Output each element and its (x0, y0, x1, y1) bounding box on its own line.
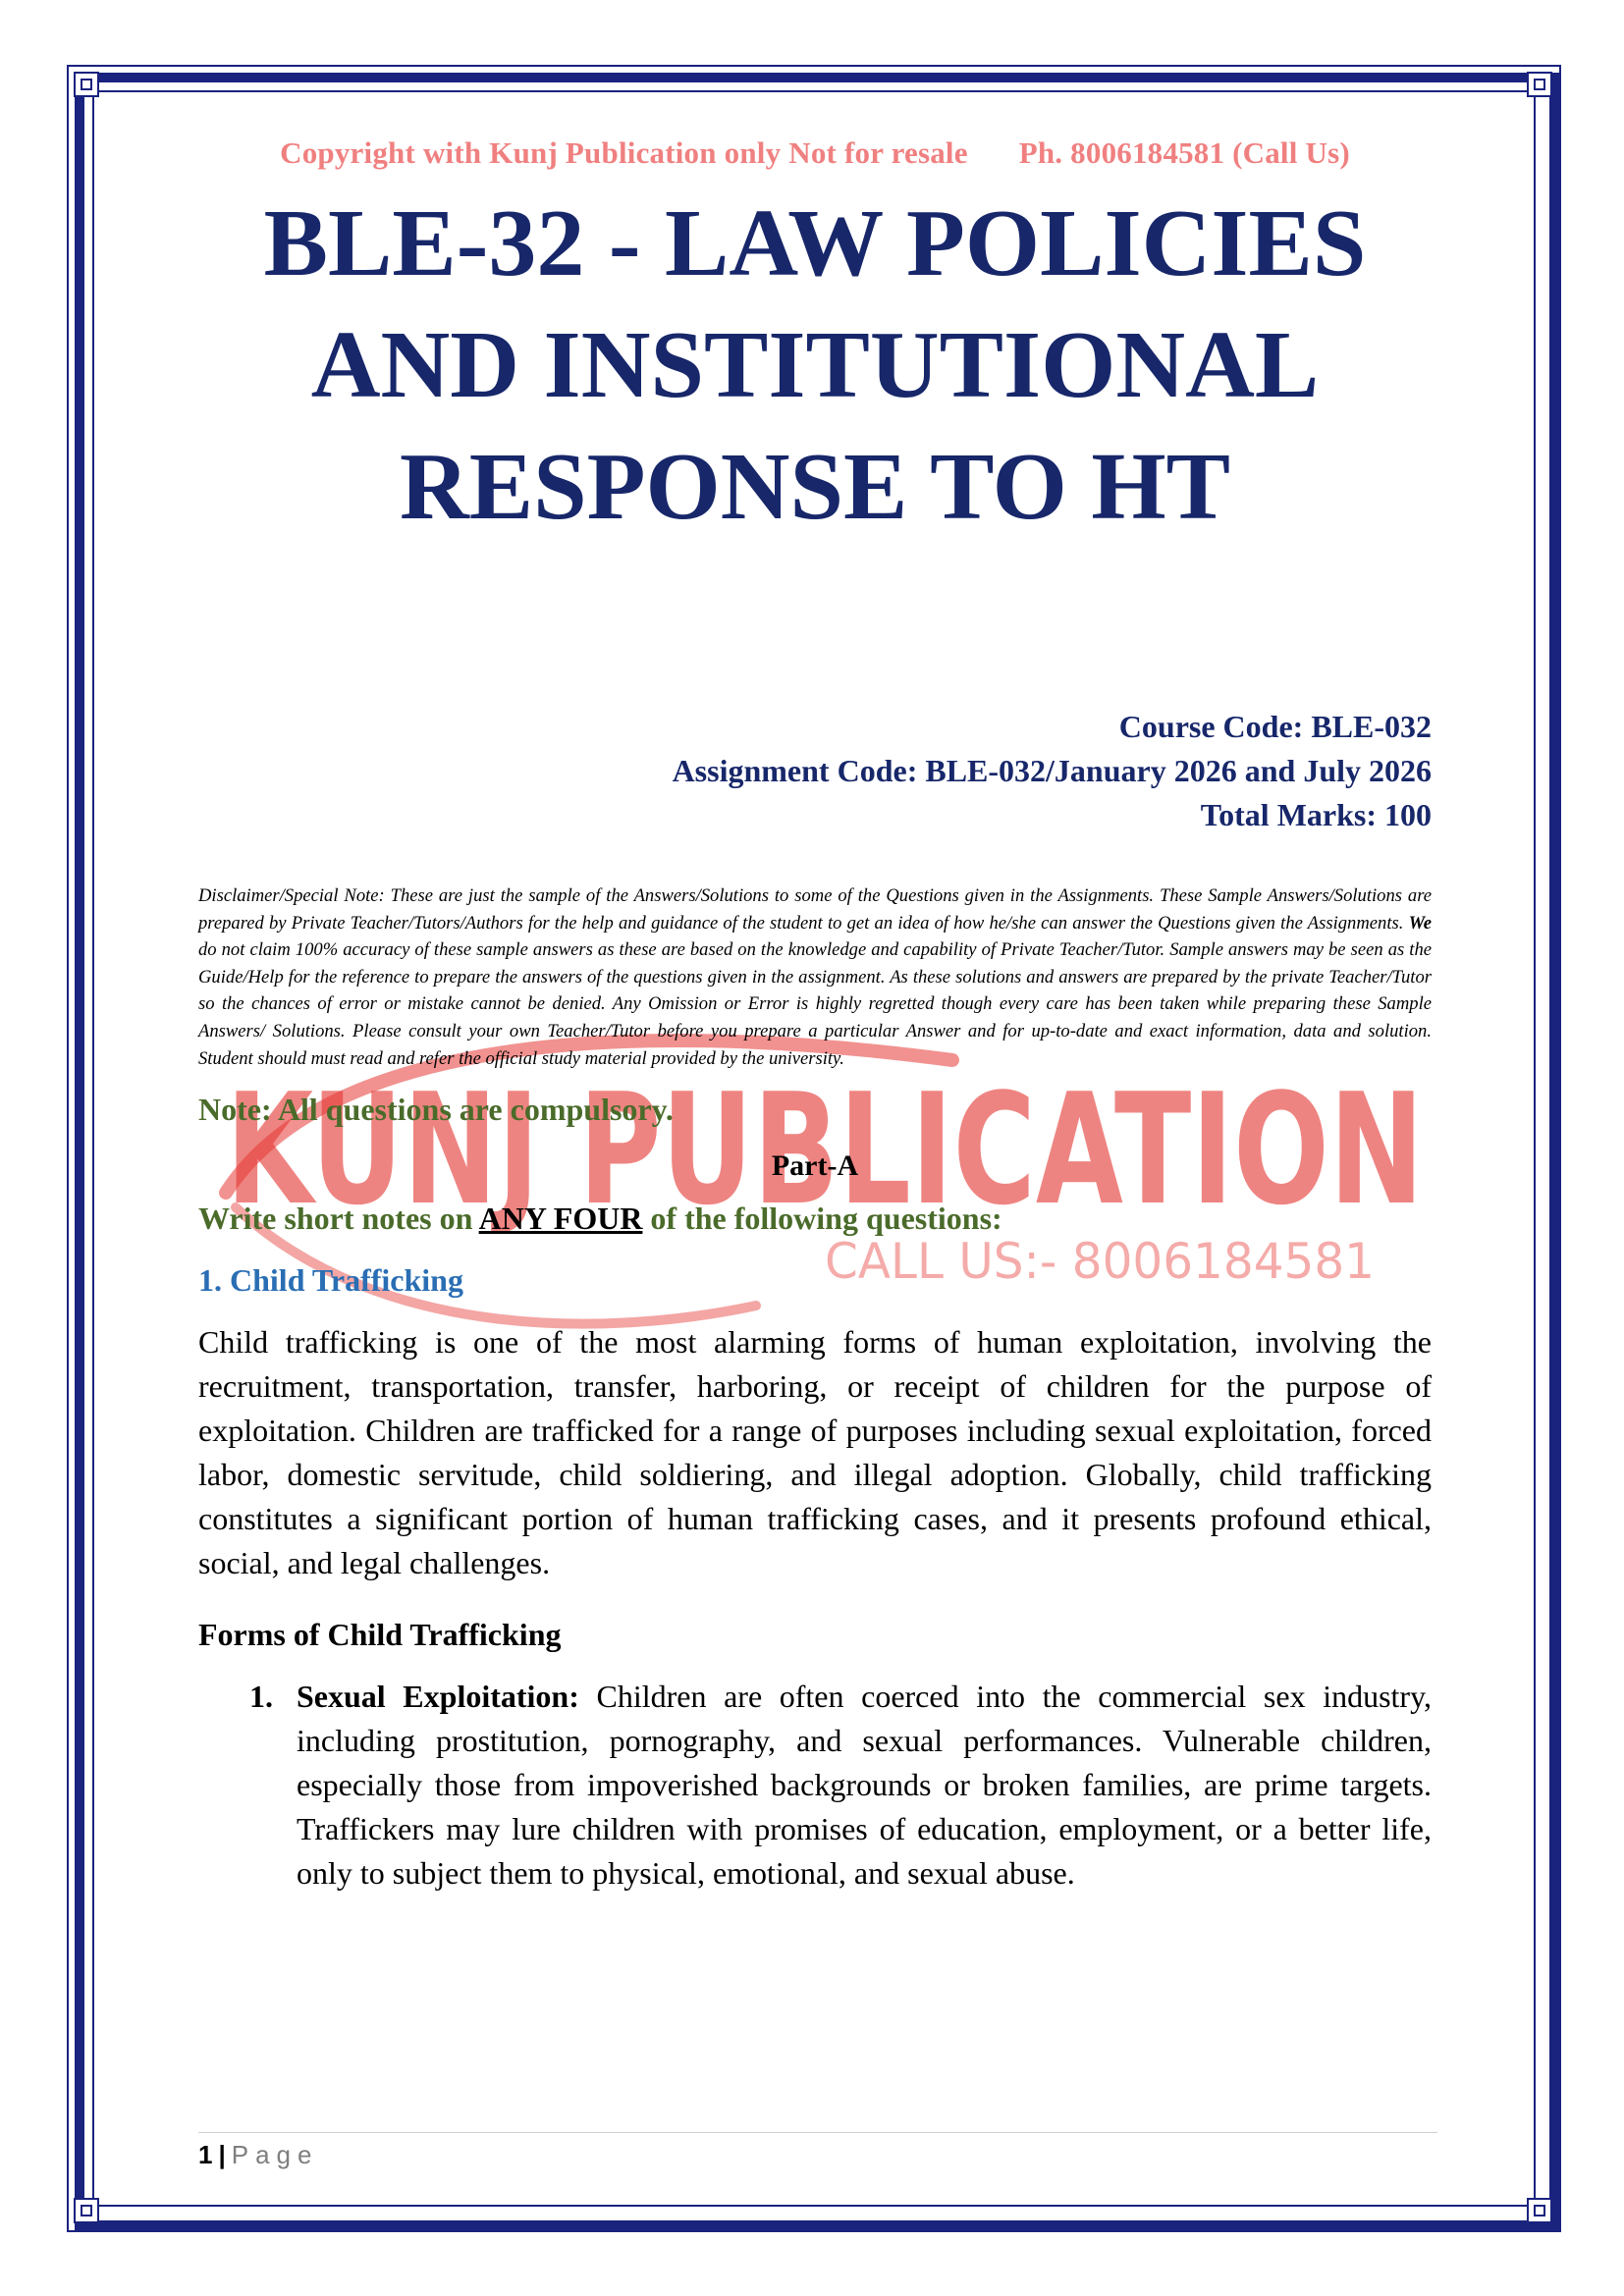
instruction-after: of the following questions: (642, 1201, 1002, 1237)
phone-text: Ph. 8006184581 (Call Us) (1018, 135, 1350, 170)
copyright-header (198, 135, 1432, 171)
border-corner-bottom-left (74, 2198, 99, 2223)
border-corner-top-left (74, 72, 99, 97)
page-footer (198, 2140, 318, 2170)
forms-list (198, 1675, 1432, 1896)
footer-rule (198, 2132, 1437, 2133)
border-corner-top-right (1527, 72, 1552, 97)
instruction (198, 1201, 1432, 1237)
course-code: Course Code: BLE-032 (1118, 709, 1432, 744)
watermark-brand-text: KUNJ PUBLICATION (226, 1060, 1424, 1239)
question-heading: 1. Child Trafficking (198, 1262, 463, 1299)
title-line-2: AND INSTITUTIONAL (310, 312, 1320, 418)
part-label: Part-A (771, 1149, 859, 1183)
disclaimer (198, 882, 1432, 1072)
title-line-3: RESPONSE TO HT (399, 434, 1230, 540)
border-corner-bottom-right (1527, 2198, 1552, 2223)
total-marks: Total Marks: 100 (1200, 797, 1432, 832)
list-item (198, 1675, 1432, 1896)
page-content (198, 135, 1432, 1896)
course-meta (198, 705, 1432, 837)
list-item-text: Children are often coerced into the commercial sex industry, including prostitution, pornography, and sexual performances. Vulnerable children, especially those from impoverished backgrounds or broken families, are prime targets. Traffickers may lure children with promises of education, employment, or a better life, only to subject them to physical, emotional, and sexual abuse. (297, 1679, 1432, 1892)
forms-heading: Forms of Child Trafficking (198, 1617, 562, 1653)
page-label: Page (231, 2140, 319, 2169)
title-line-1: BLE-32 - LAW POLICIES (263, 190, 1367, 296)
question-intro: Child trafficking is one of the most alarming forms of human exploitation, involving the recruitment, transportation, transfer, harboring, or receipt of children for the purpose of exploitation. Children are trafficked for a range of purposes including sexual exploitation, forced labor, domestic servitude, child soldiering, and illegal adoption. Globally, child trafficking constitutes a significant portion of human trafficking cases, and it presents profound ethical, social, and legal challenges. (198, 1324, 1432, 1581)
instruction-emphasis: ANY FOUR (478, 1201, 643, 1237)
instruction-before: Write short notes on (198, 1201, 479, 1237)
disclaimer-part-2: do not claim 100% accuracy of these sample answers as these are based on the knowledge and capability of Private Teacher/Tutor. Sample answers may be seen as the Guide/Help for the reference to prepare the answers of the questions given in the assignment. As these solutions and answers are prepared by the private Teacher/Tutor so the chances of error or mistake cannot be denied. Any Omission or Error is highly regretted though every care has been taken while preparing these Sample Answers/ Solutions. Please consult your own Teacher/Tutor before you prepare a particular Answer and for up-to-date and exact information, data and solution. Student should must read and refer the official study material provided by the university. (198, 939, 1432, 1069)
disclaimer-bold-word: We (1408, 912, 1432, 934)
disclaimer-part-1: Disclaimer/Special Note: These are just the sample of the Answers/Solutions to some of the Questions given in the Assignments. These Sample Answers/Solutions are prepared by Private Teacher/Tutors/Authors for the help and guidance of the student to get an idea of how he/she can answer the Questions given the Assignments. (198, 885, 1432, 934)
compulsory-note: Note: All questions are compulsory. (198, 1092, 674, 1128)
watermark-call-text: CALL US:- 8006184581 (825, 1233, 1375, 1290)
page-number: 1 (198, 2140, 213, 2169)
list-item-lead: Sexual Exploitation: (297, 1679, 579, 1715)
copyright-text: Copyright with Kunj Publication only Not for resale (280, 135, 968, 170)
list-item-number: 1. (249, 1679, 273, 1715)
page-separator: | (218, 2140, 226, 2169)
document-title (198, 183, 1432, 548)
assignment-code: Assignment Code: BLE-032/January 2026 and July 2026 (672, 753, 1432, 788)
